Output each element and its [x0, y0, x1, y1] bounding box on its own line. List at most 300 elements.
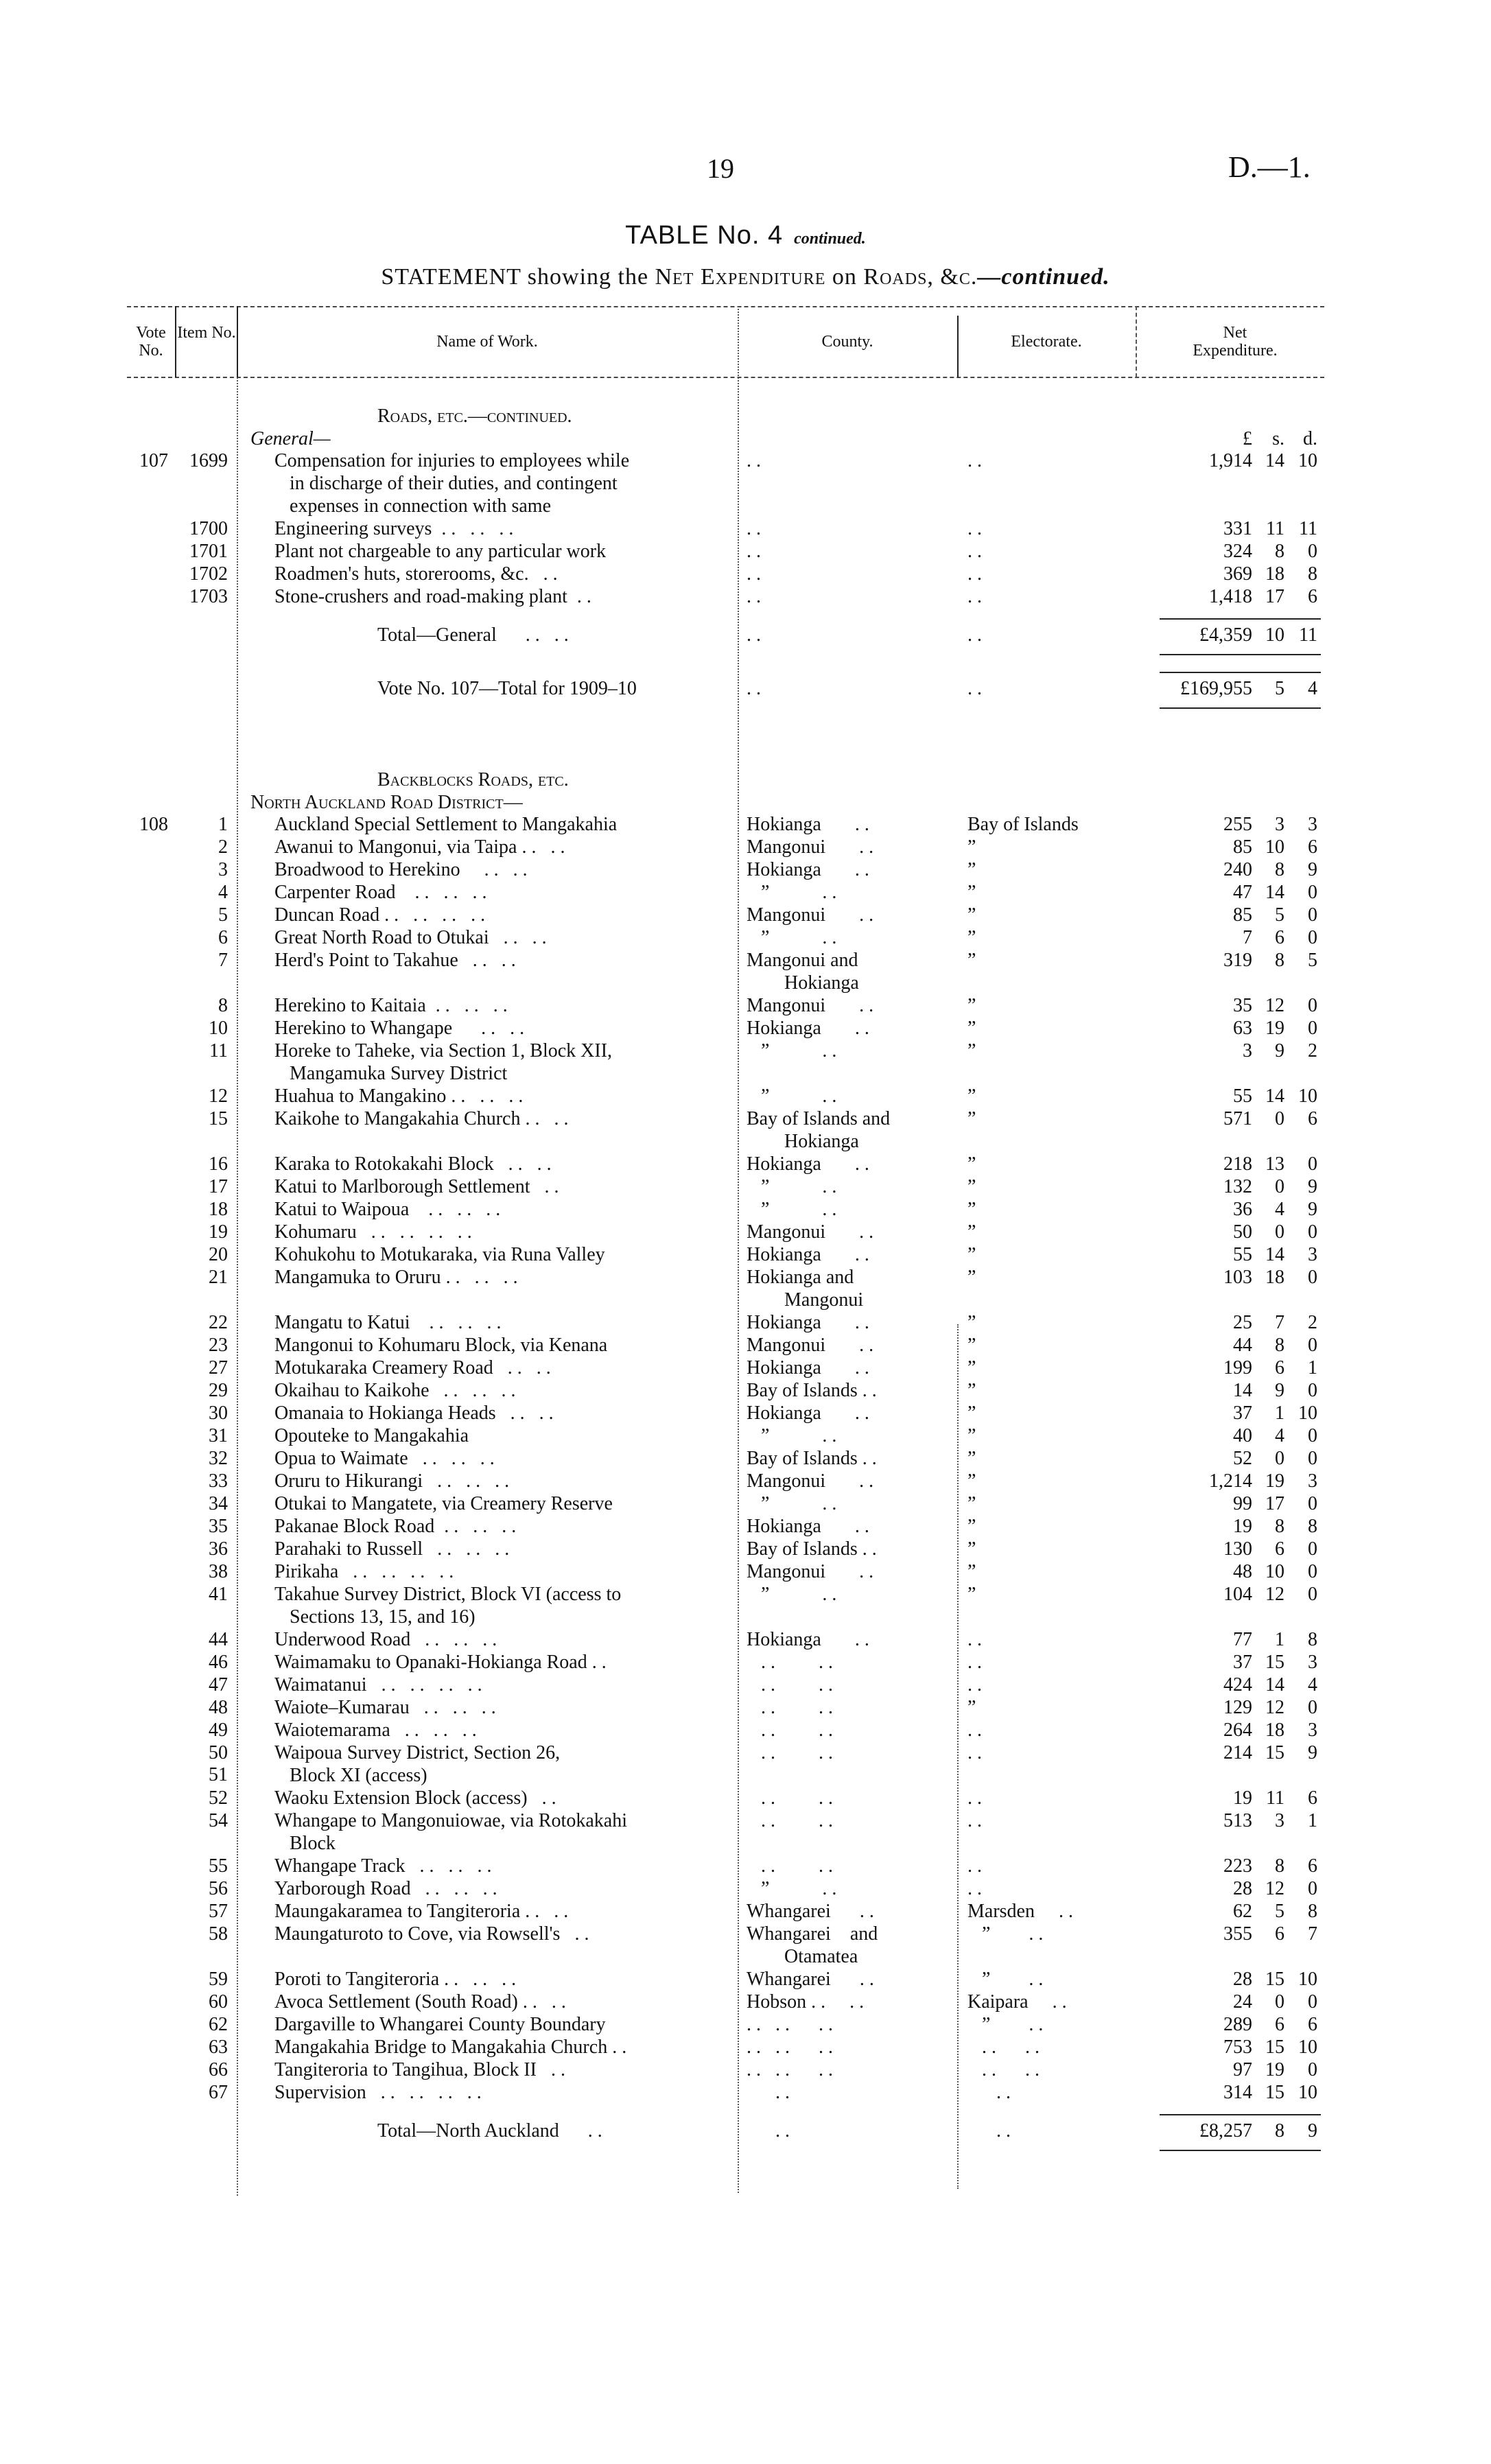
item-number-text: 12 — [209, 1086, 228, 1107]
amount-shillings: 19 — [1265, 1470, 1284, 1492]
table-title — [0, 221, 1491, 250]
table-row — [0, 1403, 1491, 1425]
work-name — [274, 1538, 720, 1561]
amount-pounds: 103 — [1223, 1267, 1252, 1288]
table-row — [0, 2014, 1491, 2037]
item-number-text: 3 — [218, 859, 228, 880]
work-name — [274, 1357, 720, 1380]
amount-pence: 9 — [1308, 1199, 1317, 1220]
electorate: ” — [967, 1380, 976, 1401]
work-name — [274, 518, 720, 541]
amount-pounds: 319 — [1223, 950, 1252, 971]
amount-shillings: 14 — [1265, 1244, 1284, 1265]
work-name — [274, 1720, 720, 1742]
amount-pounds: 99 — [1233, 1493, 1252, 1514]
work-name-line: Otukai to Mangatete, via Creamery Reserve — [274, 1493, 613, 1514]
work-name — [274, 450, 720, 518]
item-number-text: 7 — [218, 950, 228, 971]
amount-pence: 3 — [1308, 1244, 1317, 1265]
work-name-line: Horeke to Taheke, via Section 1, Block XII, — [274, 1040, 613, 1061]
county — [747, 1720, 952, 1742]
table-row — [0, 1742, 1491, 1787]
amount-pounds: 255 — [1223, 814, 1252, 835]
county-line: ” . . — [747, 1878, 837, 1899]
electorate: . . — [967, 1787, 982, 1809]
item-number — [172, 450, 228, 472]
electorate: ” — [967, 1108, 976, 1129]
table-row — [0, 995, 1491, 1018]
amount-pence: 0 — [1308, 1991, 1317, 2013]
county — [747, 1108, 952, 1153]
table-row — [0, 1357, 1491, 1380]
amount-shillings: 6 — [1275, 2014, 1284, 2035]
work-name — [274, 1674, 720, 1697]
work-name-line: Waiote–Kumarau . . . . . . — [274, 1697, 496, 1718]
item-number-text: 57 — [209, 1901, 228, 1922]
work-name — [274, 1448, 720, 1470]
table-row — [0, 1176, 1491, 1199]
county-line: ” . . — [747, 1493, 837, 1514]
amount-shillings: 6 — [1275, 1357, 1284, 1378]
county — [747, 995, 952, 1018]
item-number — [172, 2082, 228, 2104]
electorate: ” — [967, 836, 976, 858]
amount-pence: 0 — [1308, 904, 1317, 926]
item-number — [172, 1108, 228, 1130]
amount-pounds: 7 — [1243, 927, 1252, 948]
document-reference: D.—1. — [1228, 150, 1311, 184]
amount-pounds: 753 — [1223, 2037, 1252, 2058]
county — [747, 1199, 952, 1221]
continued-label: continued. — [794, 230, 866, 248]
total-electorate: . . — [967, 2120, 1011, 2142]
electorate: ” — [967, 1403, 976, 1424]
work-name — [274, 1176, 720, 1199]
county-line: Hobson . . . . — [747, 1991, 865, 2013]
county-line: . . . . — [747, 1652, 833, 1673]
amount-pounds: 1,914 — [1209, 450, 1252, 471]
col-header-county: County. — [821, 333, 873, 351]
work-name-line: Katui to Waipoua . . . . . . — [274, 1199, 501, 1220]
amount-pounds: 331 — [1223, 518, 1252, 539]
work-name — [274, 2059, 720, 2082]
item-number-text: 1 — [218, 814, 228, 835]
county — [747, 1742, 952, 1765]
work-name-line: Mangatu to Katui . . . . . . — [274, 1312, 502, 1333]
total-county: . . — [747, 678, 761, 699]
electorate: ” — [967, 1561, 976, 1582]
work-name-line: expenses in connection with same — [290, 495, 552, 517]
electorate: . . — [967, 1629, 982, 1650]
col-header-vote: Vote No. — [136, 324, 166, 360]
amount-pounds: 289 — [1223, 2014, 1252, 2035]
county — [747, 541, 952, 563]
item-number-text: 15 — [209, 1108, 228, 1129]
amount-pounds: 129 — [1223, 1697, 1252, 1718]
county — [747, 1357, 952, 1380]
county — [747, 1403, 952, 1425]
county-line: ” . . — [747, 882, 837, 903]
amount-pence: 3 — [1308, 1720, 1317, 1741]
amount-shillings: 0 — [1275, 1991, 1284, 2013]
electorate: ” — [967, 882, 976, 903]
amount-pounds: 24 — [1233, 1991, 1252, 2013]
total-shillings: 8 — [1275, 2120, 1284, 2142]
item-number — [172, 1787, 228, 1809]
amount-pence: 10 — [1298, 2082, 1317, 2103]
amount-pence: 0 — [1308, 1878, 1317, 1899]
amount-pence: 0 — [1308, 1561, 1317, 1582]
item-number — [172, 1403, 228, 1424]
item-number-text: 47 — [209, 1674, 228, 1696]
amount-pounds: 369 — [1223, 563, 1252, 585]
electorate: ” — [967, 1448, 976, 1469]
work-name-line: Kohukohu to Motukaraka, via Runa Valley — [274, 1244, 605, 1265]
amount-pounds: 47 — [1233, 882, 1252, 903]
item-number — [172, 1448, 228, 1470]
work-name-line: Herd's Point to Takahue . . . . — [274, 950, 516, 971]
electorate: . . — [967, 518, 982, 539]
amount-pounds: 132 — [1223, 1176, 1252, 1197]
county-line: Hokianga — [784, 972, 859, 994]
col-header-electorate: Electorate. — [1011, 333, 1082, 351]
county — [747, 1380, 952, 1403]
item-number — [172, 1380, 228, 1402]
total-rule-bottom — [1160, 707, 1321, 709]
table-row — [0, 904, 1491, 927]
column-divider — [175, 306, 176, 377]
vote-number: 108 — [139, 814, 168, 835]
table-row — [0, 1199, 1491, 1221]
amount-shillings: 19 — [1265, 2059, 1284, 2080]
amount-pence: 2 — [1308, 1312, 1317, 1333]
work-name — [274, 1425, 720, 1448]
item-number — [172, 1086, 228, 1107]
amount-pounds: 240 — [1223, 859, 1252, 880]
work-name — [274, 1629, 720, 1652]
item-number — [172, 995, 228, 1017]
amount-pence: 1 — [1308, 1357, 1317, 1378]
electorate: ” — [967, 1538, 976, 1560]
electorate: ” — [967, 1493, 976, 1514]
item-number-text: 49 — [209, 1720, 228, 1741]
county — [747, 1538, 952, 1561]
section-subtitle: General— — [250, 428, 331, 449]
work-name — [274, 1878, 720, 1901]
spacer — [0, 609, 1491, 624]
county-line: Hokianga . . — [747, 859, 869, 880]
county-line: Mangonui — [784, 1289, 864, 1311]
electorate: ” — [967, 1221, 976, 1243]
item-number-text: 1703 — [189, 586, 228, 607]
county-line: Bay of Islands . . — [747, 1538, 877, 1560]
amount-pounds: 130 — [1223, 1538, 1252, 1560]
item-number — [172, 1470, 228, 1492]
work-name-line: Whangape Track . . . . . . — [274, 1855, 492, 1877]
statement-prefix: STATEMENT showing the — [381, 264, 649, 290]
item-number — [172, 1720, 228, 1741]
county — [747, 1335, 952, 1357]
amount-shillings: 15 — [1265, 2037, 1284, 2058]
item-number — [172, 836, 228, 858]
amount-shillings: 8 — [1275, 1335, 1284, 1356]
work-name — [274, 1742, 720, 1787]
work-name-line: Avoca Settlement (South Road) . . . . — [274, 1991, 566, 2013]
county-line: . . — [747, 586, 761, 607]
amount-pence: 0 — [1308, 1697, 1317, 1718]
county — [747, 1086, 952, 1108]
work-name — [274, 1040, 720, 1086]
amount-pounds: 19 — [1233, 1516, 1252, 1537]
spacer — [0, 700, 1491, 768]
work-name — [274, 1969, 720, 1991]
work-name-line: Mangamuka to Oruru . . . . . . — [274, 1267, 518, 1288]
county-line: . . . . . . — [747, 2037, 833, 2058]
work-name-line: Maungaturoto to Cove, via Rowsell's . . — [274, 1923, 589, 1945]
county — [747, 1787, 952, 1810]
county-line: Mangonui . . — [747, 1221, 874, 1243]
county — [747, 1561, 952, 1584]
item-number — [172, 927, 228, 949]
section-title: Backblocks Roads, etc. — [377, 769, 569, 790]
county-line: Otamatea — [784, 1946, 858, 1967]
amount-pence: 10 — [1298, 1969, 1317, 1990]
table-row — [0, 1697, 1491, 1720]
item-number — [172, 1652, 228, 1674]
work-name — [274, 1923, 720, 1946]
item-number — [172, 1153, 228, 1175]
electorate: ” — [967, 1697, 976, 1718]
table-row — [0, 1584, 1491, 1629]
item-number-text: 1700 — [189, 518, 228, 539]
amount-shillings: 3 — [1275, 1810, 1284, 1831]
work-name — [274, 1018, 720, 1040]
item-number — [172, 1267, 228, 1289]
section-subtitle-line — [0, 427, 1491, 450]
work-name-line: Whangape to Mangonuiowae, via Rotokakahi — [274, 1810, 627, 1831]
work-name-line: Okaihau to Kaikohe . . . . . . — [274, 1380, 516, 1401]
work-name — [274, 1221, 720, 1244]
electorate: ” — [967, 1267, 976, 1288]
amount-pounds: 19 — [1233, 1787, 1252, 1809]
item-number-text: 18 — [209, 1199, 228, 1220]
item-number-text: 58 — [209, 1923, 228, 1945]
work-name-line: Engineering surveys . . . . . . — [274, 518, 514, 539]
item-number — [172, 1674, 228, 1696]
table-row — [0, 927, 1491, 950]
expenditure-table — [0, 405, 1491, 2142]
electorate: Kaipara . . — [967, 1991, 1067, 2013]
amount-pounds: 37 — [1233, 1652, 1252, 1673]
item-number-text: 32 — [209, 1448, 228, 1469]
item-number — [172, 1516, 228, 1538]
county — [747, 1878, 952, 1901]
amount-pounds: 55 — [1233, 1086, 1252, 1107]
electorate: . . — [967, 1720, 982, 1741]
county — [747, 1040, 952, 1063]
electorate: ” — [967, 1312, 976, 1333]
amount-shillings: 12 — [1265, 1697, 1284, 1718]
table-row — [0, 1969, 1491, 1991]
amount-shillings: 6 — [1275, 1923, 1284, 1945]
total-shillings: 5 — [1275, 678, 1284, 699]
electorate: . . — [967, 1652, 982, 1673]
table-row — [0, 1901, 1491, 1923]
work-name-line: Waiotemarama . . . . . . — [274, 1720, 477, 1741]
page-number: 19 — [707, 153, 734, 184]
item-number-text: 8 — [218, 995, 228, 1016]
county — [747, 1176, 952, 1199]
county — [747, 836, 952, 859]
table-row — [0, 563, 1491, 586]
work-name-line: Supervision . . . . . . . . — [274, 2082, 482, 2103]
electorate: ” — [967, 1357, 976, 1378]
amount-pounds: 104 — [1223, 1584, 1252, 1605]
currency-pence-label: d. — [1303, 428, 1317, 449]
work-name — [274, 1312, 720, 1335]
electorate: ” — [967, 1176, 976, 1197]
county — [747, 1969, 952, 1991]
work-name-line: Sections 13, 15, and 16) — [290, 1606, 476, 1628]
work-name — [274, 1153, 720, 1176]
total-pence: 4 — [1308, 678, 1317, 699]
electorate: . . — [967, 586, 982, 607]
electorate: . . . . — [967, 2059, 1040, 2080]
electorate: Marsden . . — [967, 1901, 1073, 1922]
item-number-text: 33 — [209, 1470, 228, 1492]
amount-pounds: 62 — [1233, 1901, 1252, 1922]
item-number — [172, 1629, 228, 1651]
electorate: ” — [967, 995, 976, 1016]
work-name — [274, 1516, 720, 1538]
county-line: Mangonui and — [747, 950, 858, 971]
work-name-line: Block XI (access) — [290, 1765, 427, 1786]
table-row — [0, 1674, 1491, 1697]
electorate: . . — [967, 563, 982, 585]
amount-pounds: 571 — [1223, 1108, 1252, 1129]
item-number-text: 46 — [209, 1652, 228, 1673]
total-pence: 9 — [1308, 2120, 1317, 2142]
table-row — [0, 1470, 1491, 1493]
item-number-text: 11 — [209, 1040, 228, 1061]
work-name-line: Herekino to Whangape . . . . — [274, 1018, 525, 1039]
county — [747, 859, 952, 882]
county-line: Hokianga . . — [747, 1357, 869, 1378]
amount-shillings: 0 — [1275, 1176, 1284, 1197]
amount-shillings: 15 — [1265, 1652, 1284, 1673]
county-line: Hokianga and — [747, 1267, 854, 1288]
amount-shillings: 1 — [1275, 1403, 1284, 1424]
work-name — [274, 1810, 720, 1855]
total-amount: £169,955 — [1180, 678, 1252, 699]
amount-pence: 0 — [1308, 995, 1317, 1016]
item-number — [172, 1969, 228, 1991]
table-row — [0, 1561, 1491, 1584]
amount-pence: 3 — [1308, 814, 1317, 835]
total-rule-bottom — [1160, 654, 1321, 655]
item-number — [172, 1991, 228, 2013]
county — [747, 1923, 952, 1969]
electorate: ” . . — [967, 1923, 1044, 1945]
electorate: . . — [967, 1742, 982, 1763]
amount-pence: 4 — [1308, 1674, 1317, 1696]
amount-pence: 0 — [1308, 1493, 1317, 1514]
item-number — [172, 1199, 228, 1221]
work-name — [274, 904, 720, 927]
item-number-text: 1702 — [189, 563, 228, 585]
county-line: . . . . — [747, 1855, 833, 1877]
amount-shillings: 17 — [1265, 1493, 1284, 1514]
work-name-line: Motukaraka Creamery Road . . . . — [274, 1357, 551, 1378]
work-name — [274, 2037, 720, 2059]
county-line: Whangarei and — [747, 1923, 878, 1945]
table-row — [0, 1448, 1491, 1470]
county — [747, 1855, 952, 1878]
work-name — [274, 995, 720, 1018]
section-subtitle-line — [0, 791, 1491, 814]
item-number-text: 67 — [209, 2082, 228, 2103]
table-row — [0, 950, 1491, 995]
work-name-line: Kaikohe to Mangakahia Church . . . . — [274, 1108, 569, 1129]
amount-pence: 6 — [1308, 1855, 1317, 1877]
electorate: ” — [967, 1040, 976, 1061]
county — [747, 2059, 952, 2082]
item-number-text: 4 — [218, 882, 228, 903]
amount-pence: 6 — [1308, 1787, 1317, 1809]
work-name — [274, 950, 720, 972]
electorate: . . — [967, 1674, 982, 1696]
amount-shillings: 8 — [1275, 950, 1284, 971]
county-line: Hokianga . . — [747, 1018, 869, 1039]
item-number — [172, 950, 228, 972]
county-line: Bay of Islands and — [747, 1108, 891, 1129]
electorate: ” — [967, 1199, 976, 1220]
statement-net-expenditure: Net Expenditure — [655, 264, 826, 290]
county — [747, 586, 952, 609]
county-line: ” . . — [747, 927, 837, 948]
electorate: ” — [967, 1425, 976, 1446]
amount-pence: 10 — [1298, 1086, 1317, 1107]
item-number — [172, 814, 228, 836]
amount-pence: 0 — [1308, 2059, 1317, 2080]
table-row — [0, 1538, 1491, 1561]
amount-pence: 0 — [1308, 1538, 1317, 1560]
item-number — [172, 1810, 228, 1832]
amount-pounds: 37 — [1233, 1403, 1252, 1424]
item-number-text: 50 — [209, 1742, 228, 1763]
county — [747, 563, 952, 586]
item-number-text: 17 — [209, 1176, 228, 1197]
table-row — [0, 586, 1491, 609]
county — [747, 1629, 952, 1652]
electorate: . . — [967, 541, 982, 562]
work-name-line: Maungakaramea to Tangiteroria . . . . — [274, 1901, 569, 1922]
amount-shillings: 19 — [1265, 1018, 1284, 1039]
amount-shillings: 0 — [1275, 1448, 1284, 1469]
table-row — [0, 2082, 1491, 2104]
county-line: Mangonui . . — [747, 836, 874, 858]
table-row — [0, 2059, 1491, 2082]
county-line: Whangarei . . — [747, 1969, 874, 1990]
electorate: ” — [967, 859, 976, 880]
county — [747, 1018, 952, 1040]
section-subtitle: North Auckland Road District— — [250, 792, 523, 813]
work-name-line: Oruru to Hikurangi . . . . . . — [274, 1470, 510, 1492]
item-number-text: 38 — [209, 1561, 228, 1582]
amount-shillings: 8 — [1275, 1516, 1284, 1537]
amount-pence: 5 — [1308, 950, 1317, 971]
amount-pounds: 3 — [1243, 1040, 1252, 1061]
